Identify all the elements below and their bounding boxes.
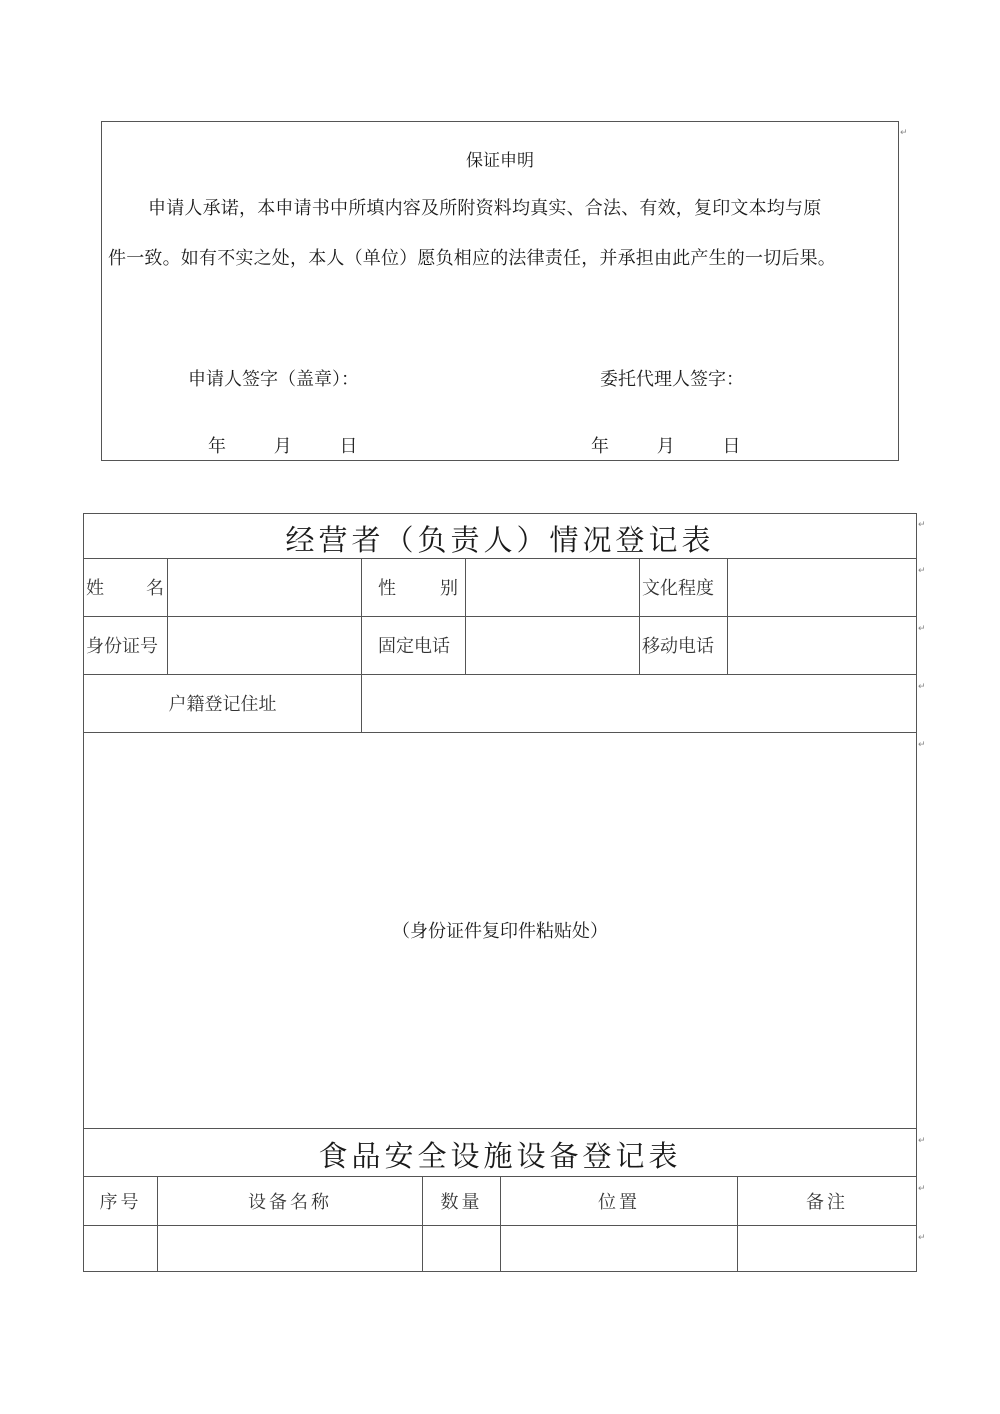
date-day: 日 bbox=[722, 436, 741, 457]
column-header-remarks: 备注 bbox=[806, 1191, 848, 1213]
column-header-location: 位置 bbox=[598, 1191, 640, 1213]
guarantee-text-line-1: 申请人承诺，本申请书中所填内容及所附资料均真实、合法、有效，复印文本均与原 bbox=[148, 198, 822, 219]
guarantee-text-line-2: 件一致。如有不实之处，本人（单位）愿负相应的法律责任，并承担由此产生的一切后果。 bbox=[108, 248, 836, 269]
paragraph-mark: ↵ bbox=[918, 1136, 926, 1146]
name-label bbox=[86, 558, 164, 616]
column-header-serial: 序号 bbox=[99, 1191, 142, 1213]
education-value-cell[interactable] bbox=[728, 558, 916, 616]
id-number-value-cell[interactable] bbox=[168, 616, 360, 674]
date-day: 日 bbox=[339, 436, 358, 457]
gender-label-char-2: 别 bbox=[440, 578, 458, 599]
applicant-date bbox=[208, 432, 357, 458]
guarantee-title: 保证申明 bbox=[466, 151, 534, 171]
id-copy-paste-area: （身份证件复印件粘贴处） bbox=[392, 921, 608, 942]
household-address-label: 户籍登记住址 bbox=[168, 694, 277, 715]
name-value-cell[interactable] bbox=[168, 558, 360, 616]
registration-tables bbox=[83, 513, 917, 1272]
gender-label-char-1: 性 bbox=[378, 578, 396, 599]
education-label: 文化程度 bbox=[642, 578, 714, 599]
date-year: 年 bbox=[591, 436, 609, 457]
household-address-value-cell[interactable] bbox=[362, 674, 916, 732]
paragraph-mark: ↵ bbox=[900, 128, 908, 138]
gender-label bbox=[378, 558, 458, 616]
mobile-value-cell[interactable] bbox=[728, 616, 916, 674]
mobile-label: 移动电话 bbox=[642, 636, 714, 657]
gender-value-cell[interactable] bbox=[466, 558, 638, 616]
name-label-char-2: 名 bbox=[146, 578, 164, 599]
date-month: 月 bbox=[656, 436, 675, 457]
operator-table-title: 经营者（负责人）情况登记表 bbox=[285, 523, 715, 557]
column-header-equipment-name: 设备名称 bbox=[248, 1191, 332, 1213]
agent-date bbox=[591, 432, 740, 458]
table-row-cell-remarks[interactable] bbox=[738, 1225, 916, 1271]
paragraph-mark: ↵ bbox=[918, 682, 926, 692]
landline-value-cell[interactable] bbox=[466, 616, 638, 674]
table-row-cell-location[interactable] bbox=[501, 1225, 737, 1271]
applicant-signature-label: 申请人签字（盖章）： bbox=[188, 369, 359, 390]
id-number-label: 身份证号 bbox=[86, 636, 158, 657]
equipment-table-title: 食品安全设施设备登记表 bbox=[318, 1139, 682, 1173]
paragraph-mark: ↵ bbox=[918, 1184, 926, 1194]
landline-label: 固定电话 bbox=[378, 636, 450, 657]
paragraph-mark: ↵ bbox=[918, 624, 926, 634]
paragraph-mark: ↵ bbox=[918, 566, 926, 576]
column-header-quantity: 数量 bbox=[440, 1191, 483, 1213]
agent-signature-label: 委托代理人签字： bbox=[600, 369, 744, 390]
date-year: 年 bbox=[208, 436, 226, 457]
guarantee-statement-box bbox=[101, 121, 899, 461]
paragraph-mark: ↵ bbox=[918, 520, 926, 530]
table-row-cell-quantity[interactable] bbox=[423, 1225, 500, 1271]
table-row-cell-serial[interactable] bbox=[84, 1225, 157, 1271]
paragraph-mark: ↵ bbox=[918, 1233, 926, 1243]
date-month: 月 bbox=[273, 436, 292, 457]
name-label-char-1: 姓 bbox=[86, 578, 104, 599]
paragraph-mark: ↵ bbox=[918, 740, 926, 750]
table-row-cell-equipment-name[interactable] bbox=[158, 1225, 422, 1271]
